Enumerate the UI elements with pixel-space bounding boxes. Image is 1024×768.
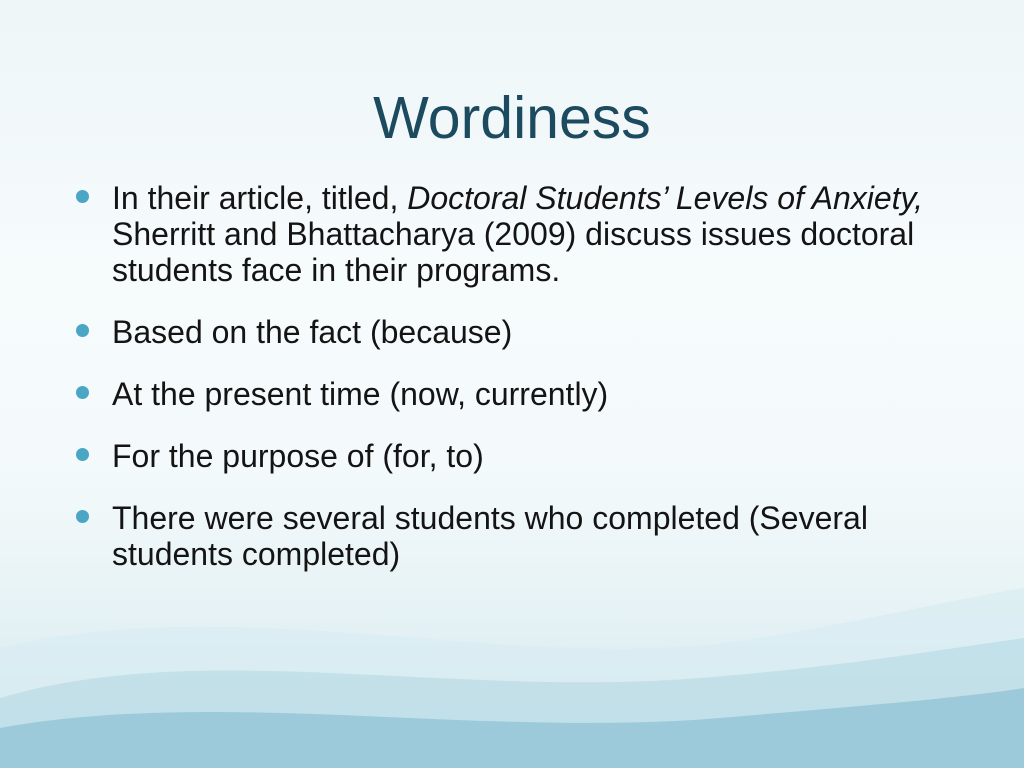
bullet-item [76, 438, 976, 474]
bullet-dot-icon [76, 324, 89, 337]
bullet-dot-icon [76, 510, 89, 523]
bullet-text: For the purpose of (for, to) [112, 438, 484, 474]
slide-title: Wordiness [373, 85, 651, 151]
bullet-item [76, 180, 976, 288]
bullet-text: Based on the fact (because) [112, 314, 513, 350]
bullet-item [76, 314, 976, 350]
bullet-text: At the present time (now, currently) [112, 376, 609, 412]
bullet-text-prefix: In their article, titled, [112, 180, 408, 216]
bullet-dot-icon [76, 386, 89, 399]
bullet-item [76, 500, 976, 572]
bullet-dot-icon [76, 448, 89, 461]
bullet-text-suffix: Sherritt and Bhattacharya (2009) discuss issues doctoral students face in their programs. [112, 216, 915, 288]
bullet-text: There were several students who completed (Several students completed) [112, 500, 868, 572]
bullet-dot-icon [76, 190, 89, 203]
article-title-italic: Doctoral Students’ Levels of Anxiety, [407, 180, 924, 216]
bullet-item [76, 376, 976, 412]
bullet-list [76, 180, 976, 598]
